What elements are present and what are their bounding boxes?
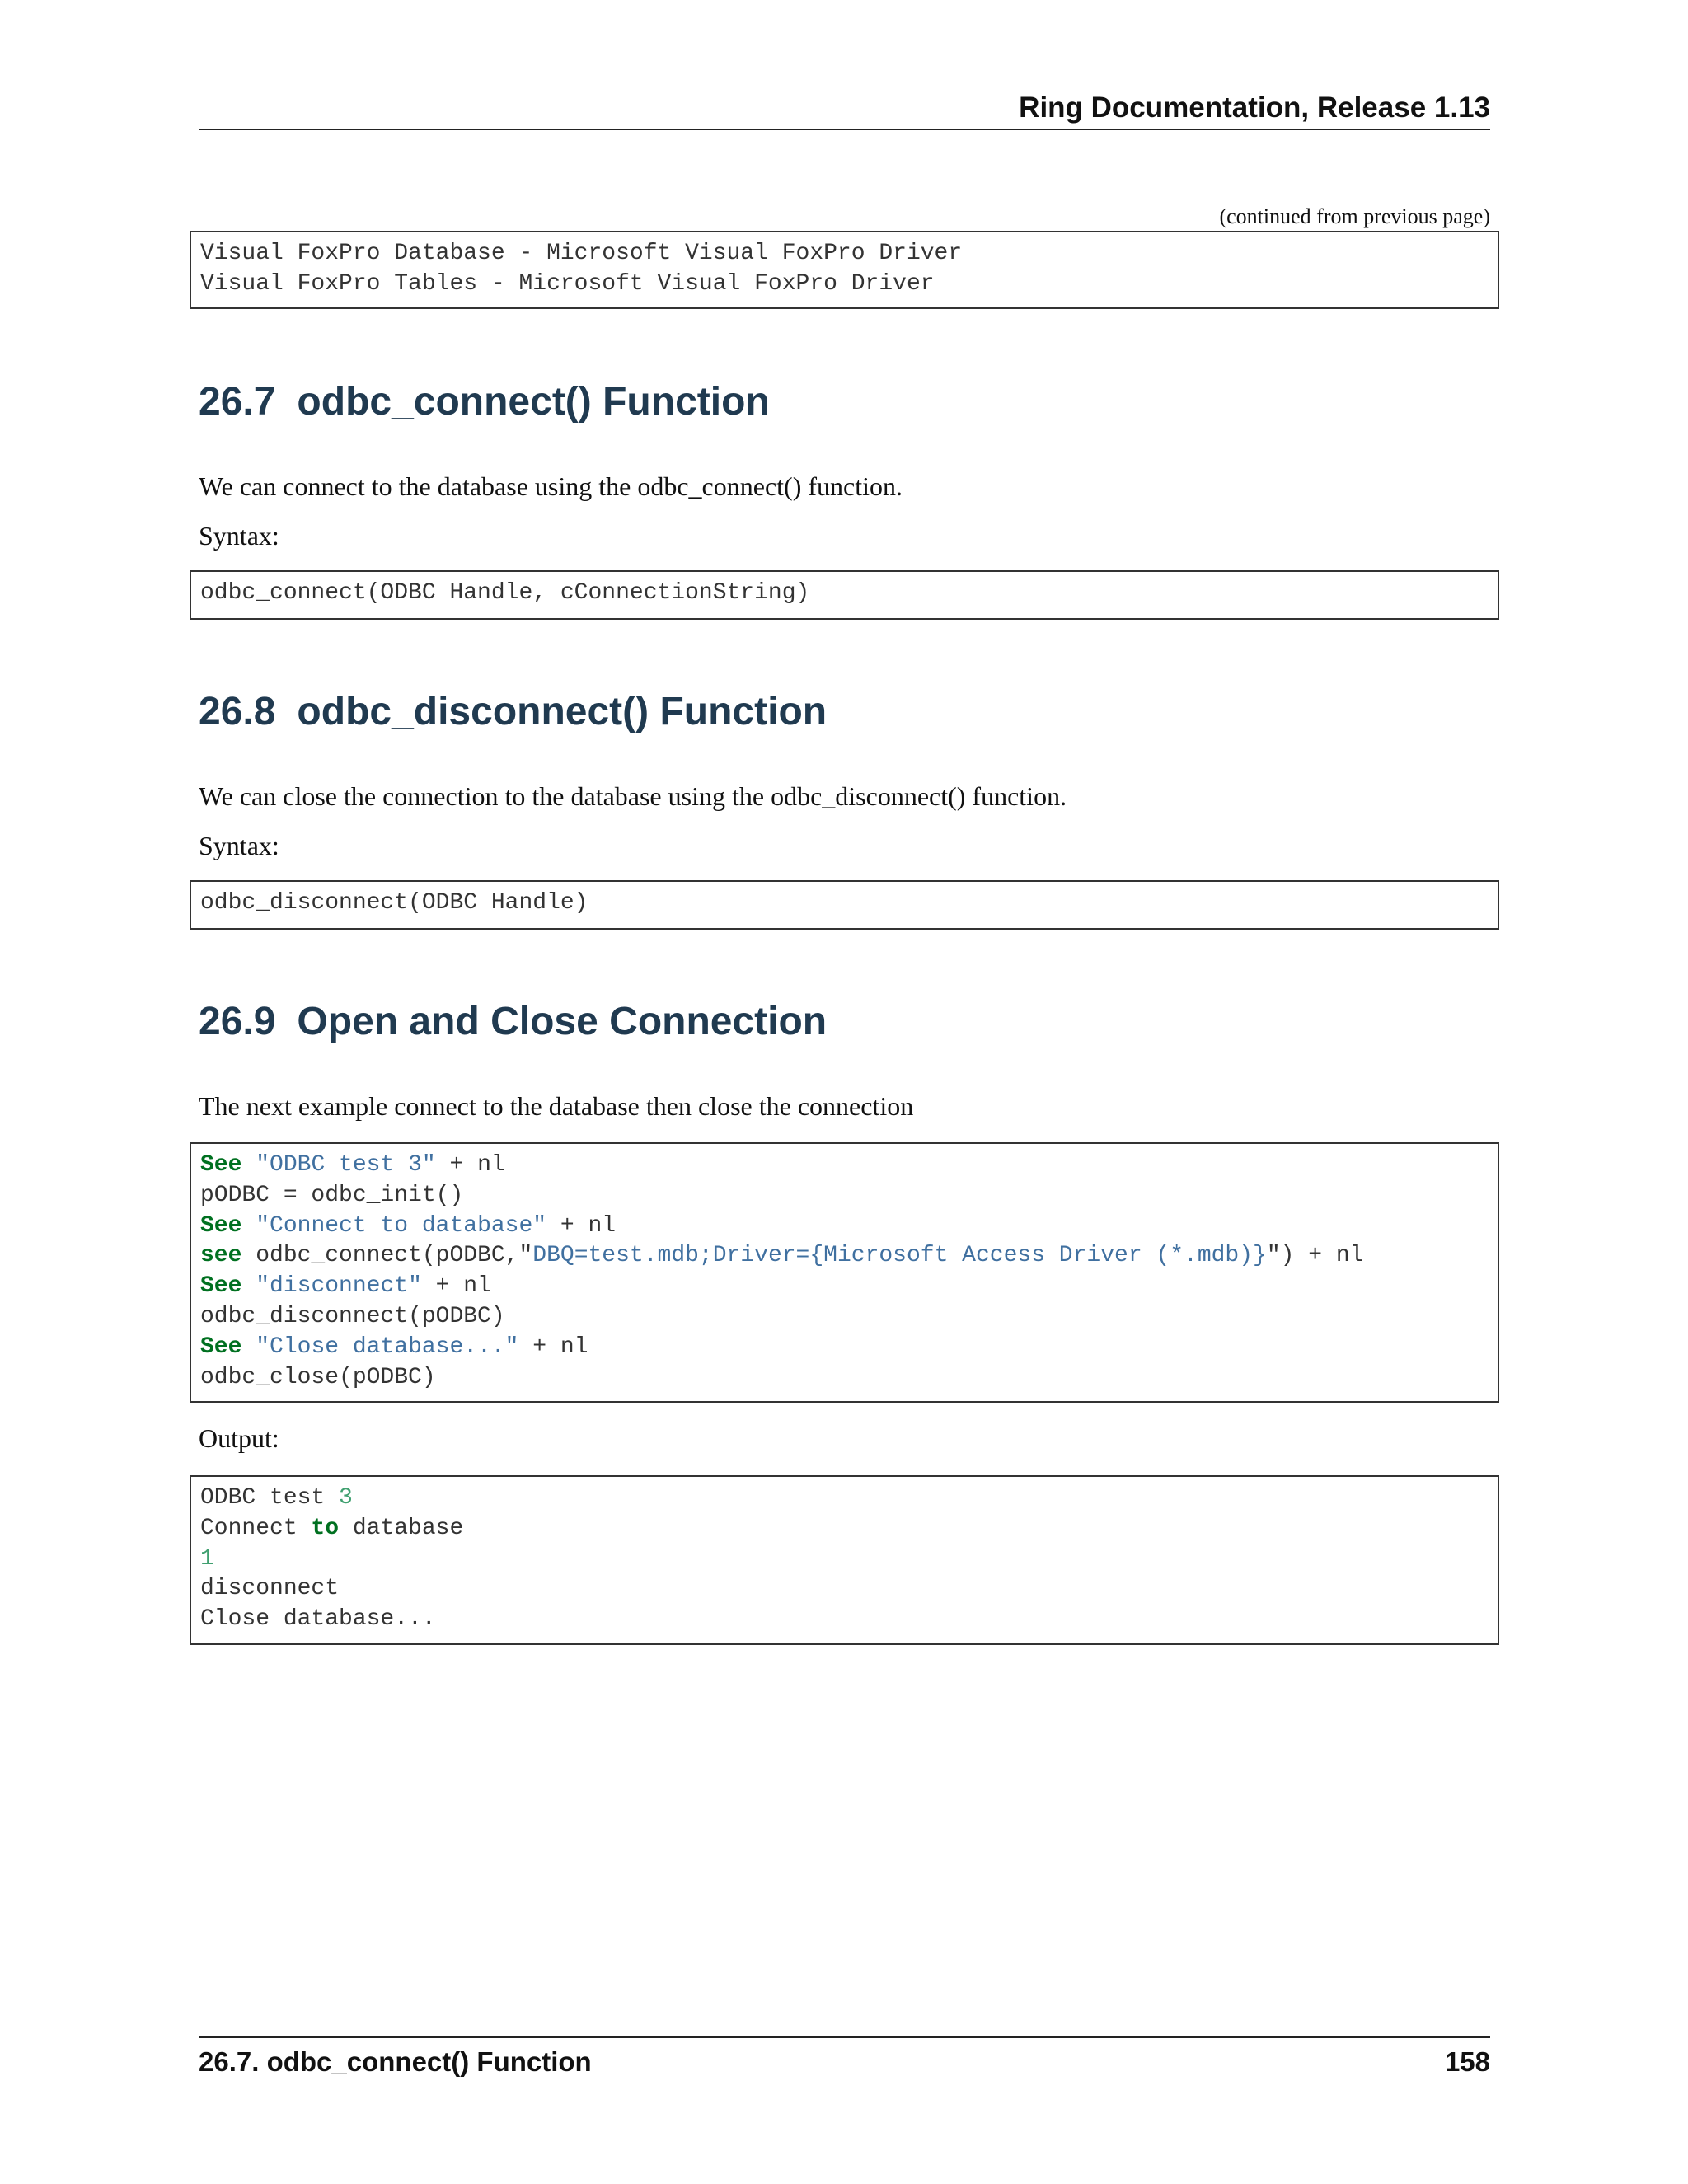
number-literal: 3 (339, 1485, 353, 1511)
footer-rule (199, 2036, 1490, 2038)
code-line: 1 (200, 1545, 214, 1572)
code-line (200, 1333, 1498, 1363)
code-text: ODBC test (200, 1485, 340, 1511)
keyword: see (200, 1243, 242, 1269)
code-text: " (518, 1243, 533, 1269)
code-text: + nl (546, 1212, 617, 1239)
page-number: 158 (1444, 2046, 1490, 2077)
section-title: odbc_disconnect() Function (297, 690, 828, 733)
code-line (200, 1241, 1498, 1272)
keyword: See (200, 1273, 242, 1300)
code-text: Connect (200, 1515, 312, 1541)
code-text: database (339, 1515, 464, 1541)
section-heading-26-7 (199, 379, 770, 425)
continued-note: (continued from previous page) (1219, 204, 1490, 228)
section-title: odbc_connect() Function (297, 380, 770, 424)
code-text: + nl (421, 1273, 491, 1300)
code-text: ) + nl (1280, 1243, 1364, 1269)
code-line (200, 1151, 1498, 1181)
section-title: Open and Close Connection (297, 1000, 828, 1043)
code-line (200, 1514, 1498, 1544)
code-block-odbc-disconnect (190, 880, 1499, 930)
code-block-example (190, 1142, 1499, 1403)
code-line: odbc_disconnect(pODBC) (200, 1303, 505, 1329)
keyword: See (200, 1212, 242, 1239)
string-literal: "Connect to database" (256, 1212, 547, 1239)
page-footer (199, 2046, 1490, 2079)
code-line: odbc_close(pODBC) (200, 1364, 436, 1390)
code-line (200, 1212, 1498, 1242)
section-text: We can close the connection to the database using the odbc_disconnect() function. (199, 781, 1067, 811)
code-block-odbc-connect (190, 570, 1499, 620)
string-literal: "disconnect" (256, 1273, 422, 1300)
code-text: " (1266, 1243, 1281, 1269)
code-line: Visual FoxPro Tables - Microsoft Visual FoxPro Driver (200, 270, 935, 297)
section-text: We can connect to the database using the odbc_connect() function. (199, 471, 903, 501)
code-text: + nl (435, 1152, 505, 1178)
string-literal: DBQ=test.mdb;Driver={Microsoft Access Driver (*.mdb)} (532, 1243, 1267, 1269)
keyword: See (200, 1333, 242, 1360)
code-text: + nl (518, 1333, 588, 1360)
code-block-output (190, 1475, 1499, 1645)
running-header: Ring Documentation, Release 1.13 (199, 89, 1490, 130)
code-line: Visual FoxPro Database - Microsoft Visual FoxPro Driver (200, 241, 963, 266)
section-number: 26.7 (199, 380, 276, 424)
code-line: Close database... (200, 1606, 436, 1633)
output-label: Output: (199, 1423, 279, 1453)
code-line: pODBC = odbc_init() (200, 1182, 464, 1208)
string-literal: "ODBC test 3" (256, 1152, 436, 1178)
code-block-foxpro (190, 231, 1499, 309)
section-heading-26-8 (199, 689, 827, 735)
syntax-label: Syntax: (199, 521, 279, 551)
code-line: odbc_disconnect(ODBC Handle) (200, 890, 588, 916)
syntax-label: Syntax: (199, 831, 279, 860)
section-number: 26.9 (199, 1000, 276, 1043)
code-line (200, 1483, 1498, 1514)
code-text: odbc_connect(pODBC, (241, 1243, 519, 1269)
keyword: to (311, 1515, 340, 1541)
string-literal: "Close database..." (256, 1333, 519, 1360)
footer-section-title: 26.7. odbc_connect() Function (199, 2046, 592, 2077)
section-text: The next example connect to the database then close the connection (199, 1091, 914, 1121)
code-line: odbc_connect(ODBC Handle, cConnectionString) (200, 580, 810, 606)
section-heading-26-9 (199, 999, 827, 1045)
code-line: disconnect (200, 1576, 340, 1602)
document-page (199, 0, 1490, 2184)
code-line (200, 1272, 1498, 1302)
keyword: See (200, 1152, 242, 1178)
section-number: 26.8 (199, 690, 276, 733)
